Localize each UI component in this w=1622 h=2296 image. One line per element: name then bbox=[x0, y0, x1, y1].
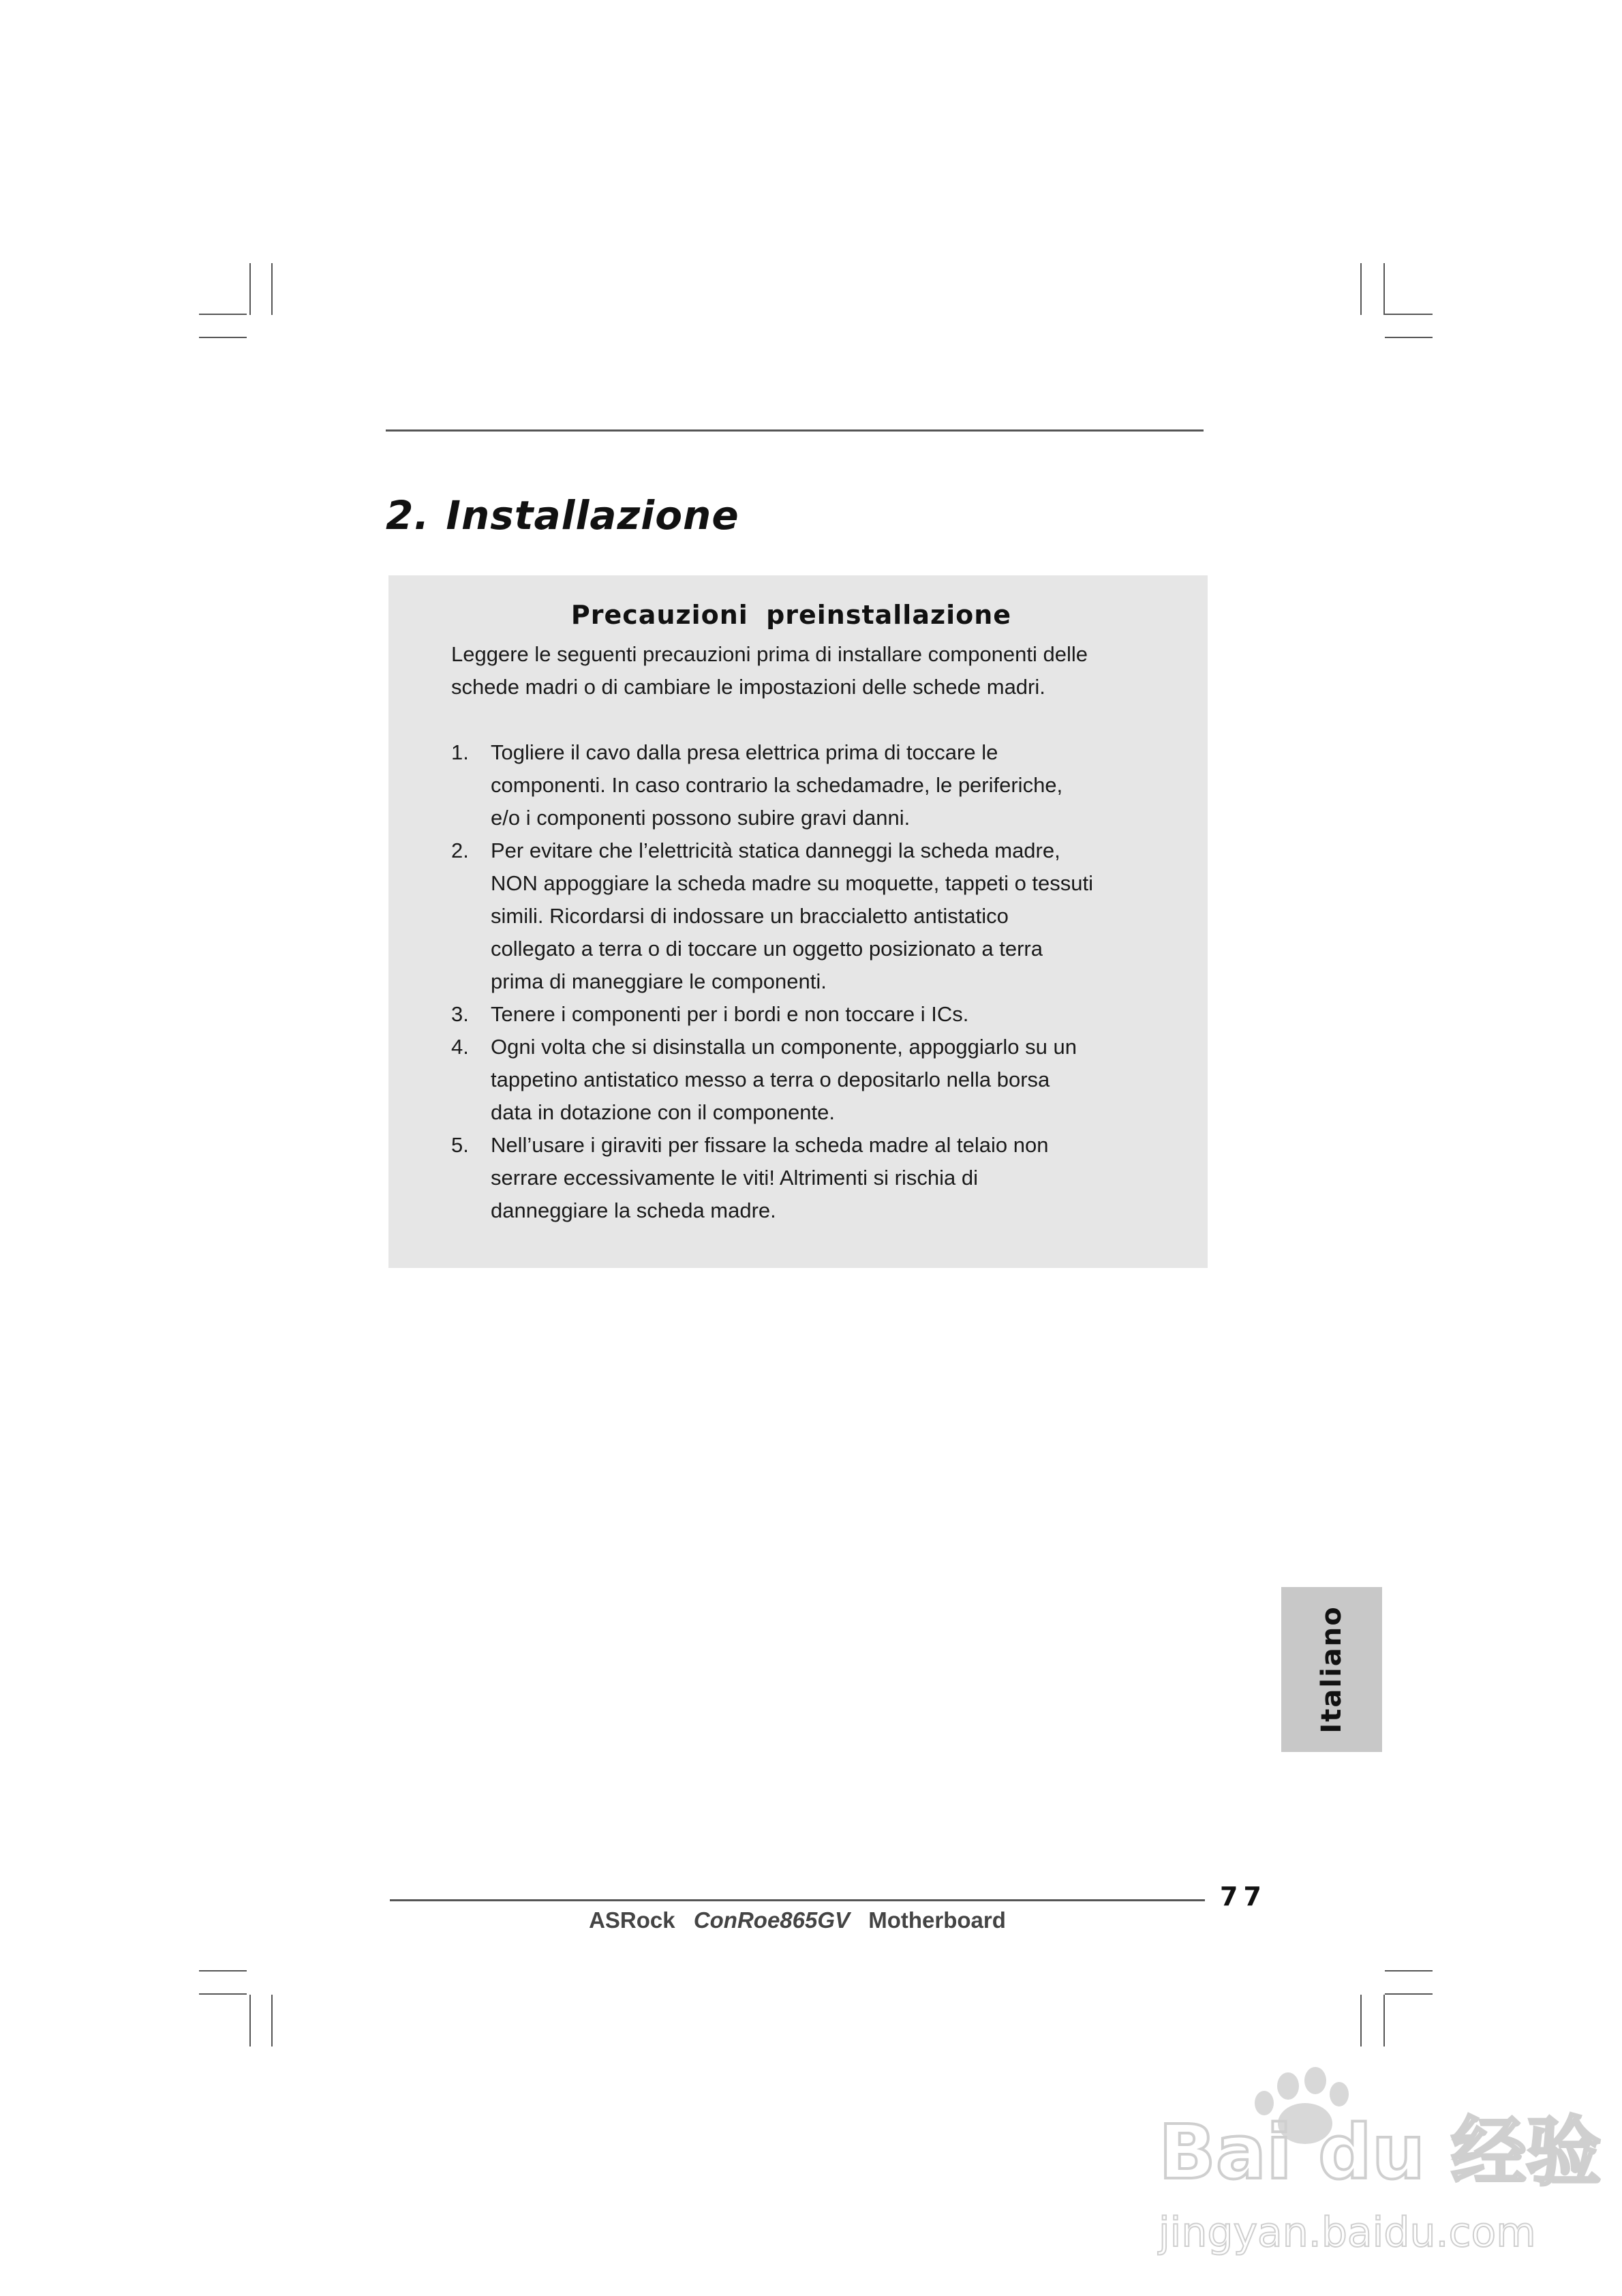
list-item-number: 4. bbox=[451, 1035, 469, 1059]
chapter-title bbox=[386, 492, 739, 539]
crop-mark bbox=[199, 337, 247, 338]
language-tab-label: Italiano bbox=[1316, 1605, 1347, 1734]
list-item-line: serrare eccessivamente le viti! Altrimenti si rischia di bbox=[491, 1166, 978, 1190]
list-item-line: tappetino antistatico messo a terra o depositarlo nella borsa bbox=[491, 1068, 1050, 1091]
precautions-title: Precauzioni preinstallazione bbox=[570, 600, 1012, 630]
list-item-number: 5. bbox=[451, 1133, 469, 1157]
precautions-intro: Leggere le seguenti precauzioni prima di installare componenti delle schede madri o di cambiare le impostazioni delle schede madri. bbox=[451, 642, 1088, 699]
crop-mark bbox=[199, 314, 247, 315]
chapter-title-text: Installazione bbox=[446, 492, 739, 539]
list-item-line: Nell’usare i giraviti per fissare la scheda madre al telaio non bbox=[491, 1133, 1049, 1157]
crop-mark bbox=[249, 263, 251, 315]
list-item-line: NON appoggiare la scheda madre su moquette, tappeti o tessuti bbox=[491, 871, 1094, 895]
crop-mark bbox=[271, 263, 273, 315]
list-item-line: Togliere il cavo dalla presa elettrica prima di toccare le bbox=[491, 740, 998, 764]
language-tab bbox=[1281, 1587, 1382, 1752]
precautions-box bbox=[388, 575, 1208, 1268]
crop-mark bbox=[1385, 1993, 1433, 1995]
list-item bbox=[451, 1129, 1131, 1227]
crop-mark bbox=[1383, 263, 1385, 315]
list-item bbox=[451, 736, 1131, 834]
list-item-line: e/o i componenti possono subire gravi danni. bbox=[491, 806, 911, 830]
list-item-line: collegato a terra o di toccare un oggetto posizionato a terra bbox=[491, 937, 1043, 961]
footer-brand: ASRock bbox=[589, 1907, 675, 1933]
crop-mark bbox=[1385, 337, 1433, 338]
footer-product: Motherboard bbox=[868, 1907, 1006, 1933]
baidu-watermark bbox=[1152, 2066, 1602, 2270]
list-item bbox=[451, 1031, 1131, 1129]
list-item bbox=[451, 998, 1131, 1031]
crop-mark bbox=[1385, 1970, 1433, 1972]
list-item-line: Per evitare che l’elettricità statica danneggi la scheda madre, bbox=[491, 839, 1060, 862]
list-item-line: danneggiare la scheda madre. bbox=[491, 1198, 776, 1222]
page-number: 77 bbox=[1220, 1882, 1267, 1912]
list-item-line: data in dotazione con il componente. bbox=[491, 1100, 835, 1124]
list-item-line: Tenere i componenti per i bordi e non toccare i ICs. bbox=[491, 1002, 969, 1026]
header-rule bbox=[386, 429, 1204, 432]
footer-rule bbox=[390, 1899, 1205, 1901]
crop-mark bbox=[271, 1995, 273, 2046]
list-item-line: componenti. In caso contrario la schedamadre, le periferiche, bbox=[491, 773, 1063, 797]
list-item-line: simili. Ricordarsi di indossare un braccialetto antistatico bbox=[491, 904, 1009, 928]
list-item-line: prima di maneggiare le componenti. bbox=[491, 969, 827, 993]
crop-mark bbox=[1385, 314, 1433, 315]
list-item-number: 3. bbox=[451, 1002, 469, 1026]
chapter-number: 2. bbox=[386, 492, 430, 539]
list-item-line: Ogni volta che si disinstalla un componente, appoggiarlo su un bbox=[491, 1035, 1077, 1059]
crop-mark bbox=[1360, 263, 1362, 315]
list-item bbox=[451, 834, 1131, 998]
crop-mark bbox=[1360, 1995, 1362, 2046]
precautions-list bbox=[451, 736, 1131, 1227]
watermark-url: jingyan.baidu.com bbox=[1159, 2209, 1536, 2256]
footer-model: ConRoe865GV bbox=[693, 1907, 851, 1933]
crop-mark bbox=[249, 1995, 251, 2046]
list-item-number: 2. bbox=[451, 839, 469, 862]
crop-mark bbox=[199, 1993, 247, 1995]
crop-mark bbox=[199, 1970, 247, 1972]
crop-mark bbox=[1383, 1995, 1385, 2046]
footer-text bbox=[0, 1907, 1595, 1933]
list-item-number: 1. bbox=[451, 740, 469, 764]
watermark-logo: Bai du 经验 bbox=[1159, 2109, 1602, 2196]
